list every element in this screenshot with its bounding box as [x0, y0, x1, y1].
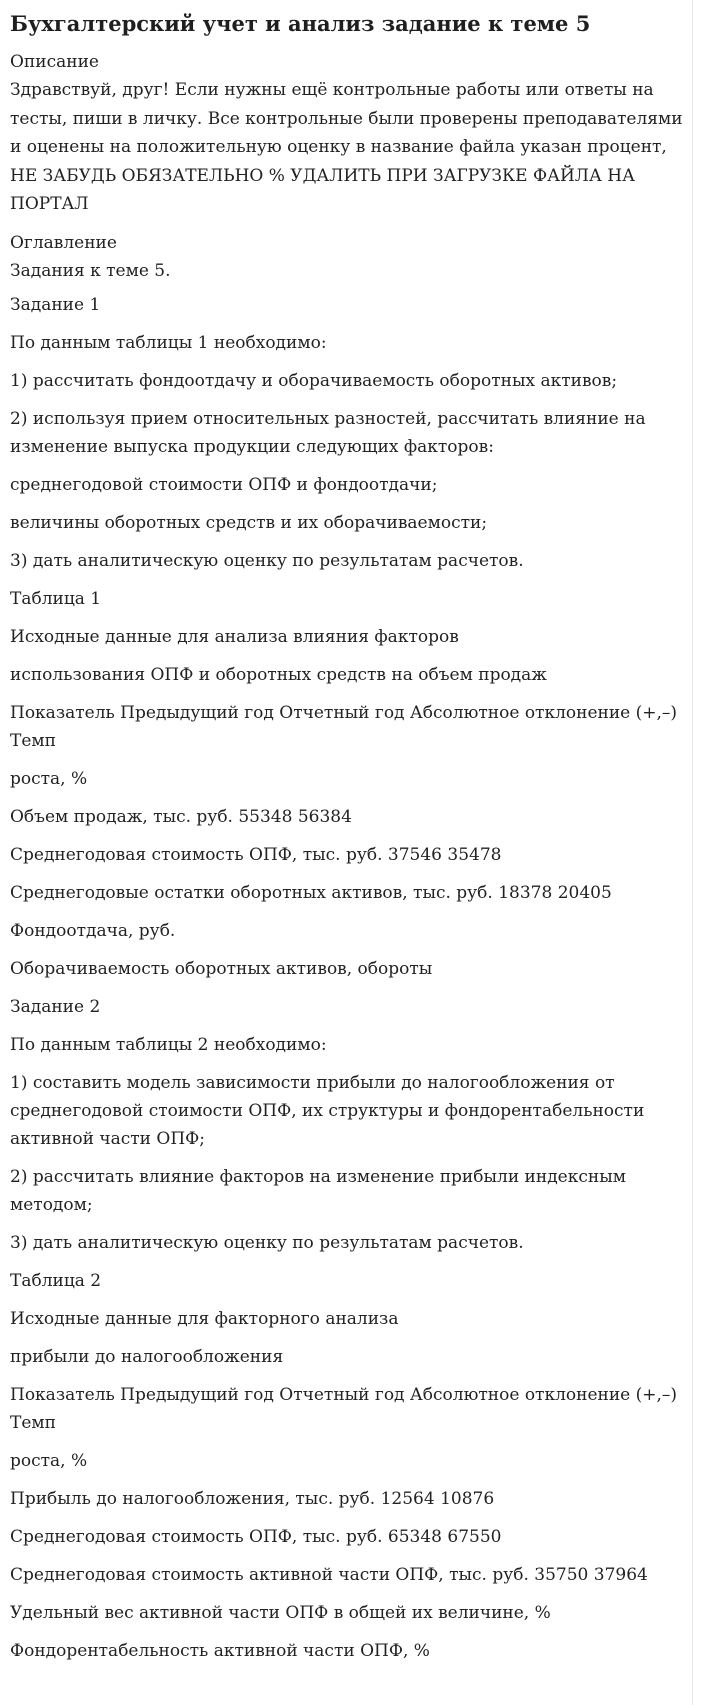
paragraph: использования ОПФ и оборотных средств на объем продаж	[10, 664, 547, 685]
paragraph: Показатель Предыдущий год Отчетный год Абсолютное отклонение (+,–) Темп	[10, 702, 678, 751]
description-text: Здравствуй, друг! Если нужны ещё контрольные работы или ответы на тесты, пиши в личку. Все контрольные были проверены преподавателями и оценены на положительную оценку в название файла указан процент, НЕ ЗАБУДЬ ОБЯЗАТЕЛЬНО % УДАЛИТЬ ПРИ ЗАГРУЗКЕ ФАЙЛА НА ПОРТАЛ	[10, 80, 683, 214]
paragraph: 3) дать аналитическую оценку по результатам расчетов.	[10, 1232, 524, 1253]
paragraph: Оборачиваемость оборотных активов, обороты	[10, 958, 433, 979]
paragraph: прибыли до налогообложения	[10, 1346, 284, 1367]
paragraph: Среднегодовая стоимость ОПФ, тыс. руб. 65348 67550	[10, 1526, 502, 1547]
paragraph: Фондорентабельность активной части ОПФ, %	[10, 1640, 430, 1661]
paragraph: Задание 2	[10, 996, 101, 1017]
paragraph: Показатель Предыдущий год Отчетный год Абсолютное отклонение (+,–) Темп	[10, 1384, 678, 1433]
toc-label: Оглавление	[10, 232, 117, 253]
paragraph: Исходные данные для анализа влияния факторов	[10, 626, 459, 647]
paragraph: По данным таблицы 2 необходимо:	[10, 1034, 327, 1055]
paragraph: Прибыль до налогообложения, тыс. руб. 12564 10876	[10, 1488, 495, 1509]
paragraph: Объем продаж, тыс. руб. 55348 56384	[10, 806, 352, 827]
paragraph: 3) дать аналитическую оценку по результатам расчетов.	[10, 550, 524, 571]
document-title: Бухгалтерский учет и анализ задание к теме 5	[10, 11, 591, 36]
paragraph: роста, %	[10, 1450, 88, 1471]
paragraph: Среднегодовые остатки оборотных активов, тыс. руб. 18378 20405	[10, 882, 612, 903]
paragraph: Таблица 1	[10, 588, 102, 609]
paragraph: Исходные данные для факторного анализа	[10, 1308, 399, 1329]
paragraph: По данным таблицы 1 необходимо:	[10, 332, 327, 353]
paragraph: Удельный вес активной части ОПФ в общей их величине, %	[10, 1602, 551, 1623]
paragraph: роста, %	[10, 768, 88, 789]
paragraph: Таблица 2	[10, 1270, 102, 1291]
paragraph: Задание 1	[10, 294, 101, 315]
paragraph: 2) используя прием относительных разностей, рассчитать влияние на изменение выпуска продукции следующих факторов:	[10, 408, 646, 457]
paragraph: Среднегодовая стоимость активной части ОПФ, тыс. руб. 35750 37964	[10, 1564, 648, 1585]
paragraph: Среднегодовая стоимость ОПФ, тыс. руб. 37546 35478	[10, 844, 502, 865]
paragraph: величины оборотных средств и их оборачиваемости;	[10, 512, 488, 533]
paragraph: среднегодовой стоимости ОПФ и фондоотдачи;	[10, 474, 438, 495]
paragraph: 1) рассчитать фондоотдачу и оборачиваемость оборотных активов;	[10, 370, 618, 391]
paragraph: 2) рассчитать влияние факторов на изменение прибыли индексным методом;	[10, 1166, 626, 1215]
document-body	[10, 291, 689, 1675]
paragraph: Фондоотдача, руб.	[10, 920, 176, 941]
description-label: Описание	[10, 52, 99, 72]
page-border	[692, 0, 693, 1705]
paragraph: 1) составить модель зависимости прибыли до налогообложения от среднегодовой стоимости ОПФ, их структуры и фондорентабельности активной части ОПФ;	[10, 1072, 645, 1149]
toc-text: Задания к теме 5.	[10, 260, 171, 281]
